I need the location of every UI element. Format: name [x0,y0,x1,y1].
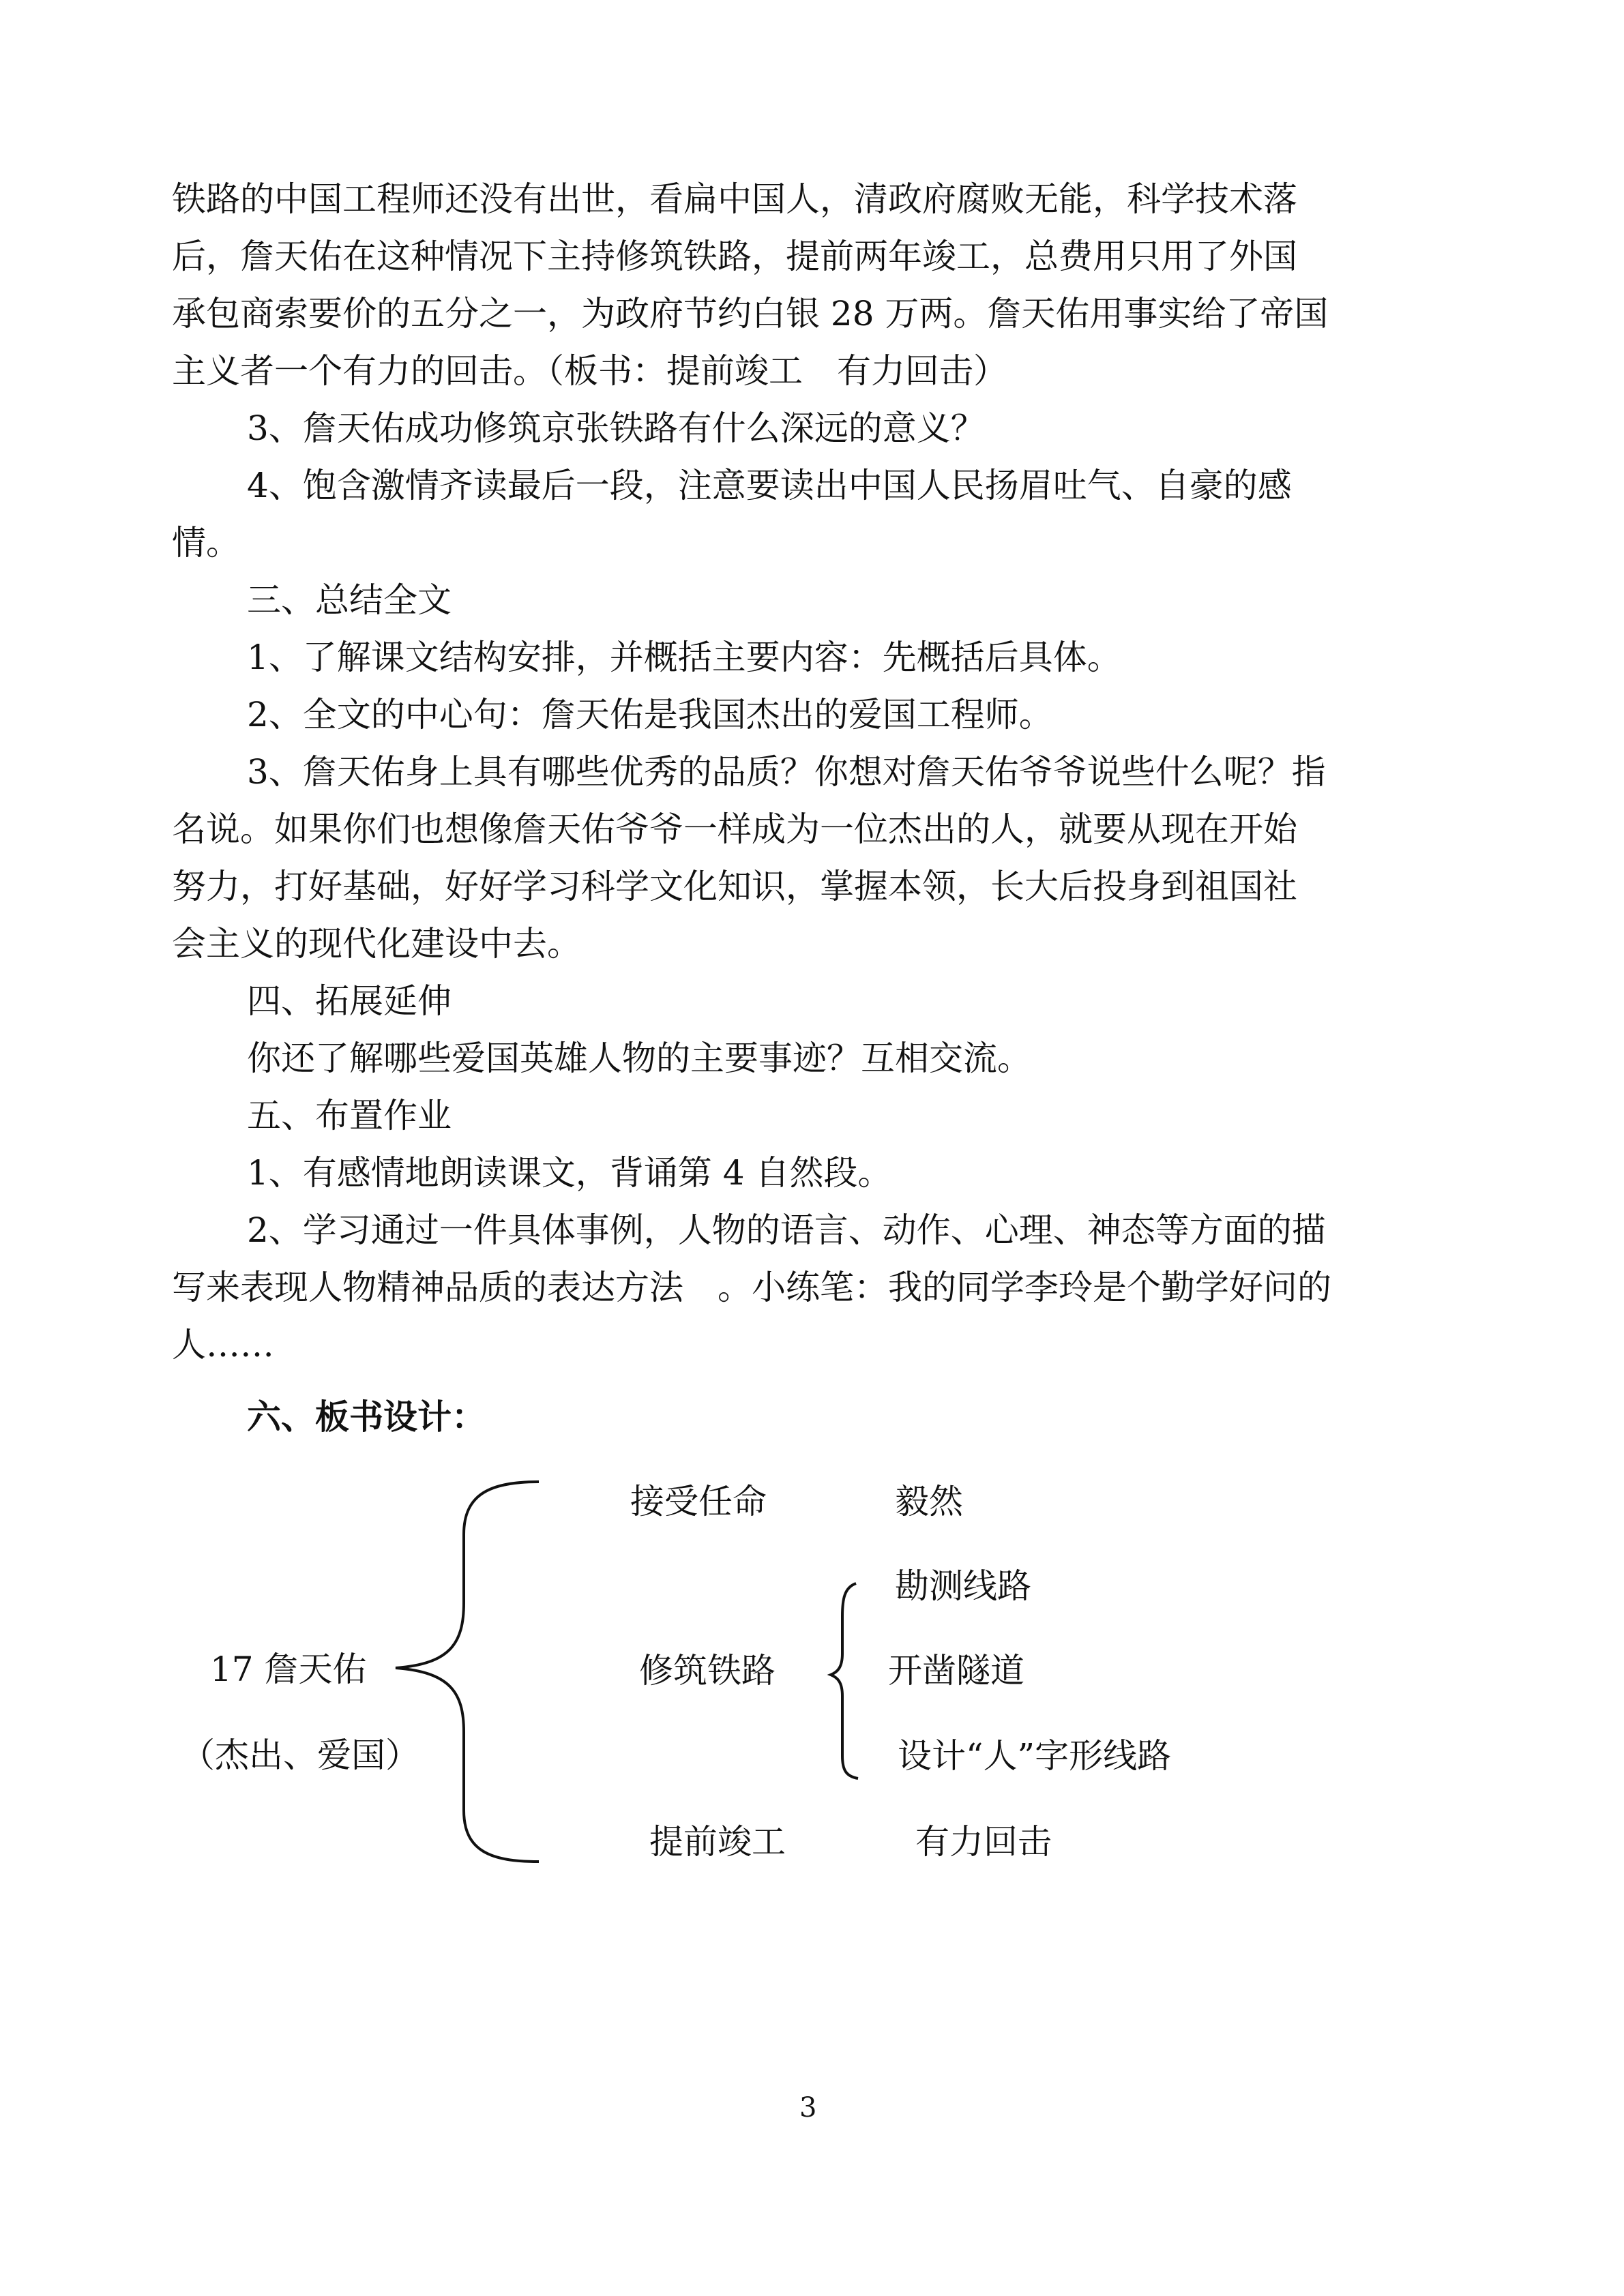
small-brace [831,1583,858,1778]
board-row1-left: 接受任命 [630,1482,767,1521]
board-main-sub: （杰出、爱国） [181,1735,419,1775]
paragraph-line: 后，詹天佑在这种情况下主持修筑铁路，提前两年竣工，总费用只用了外国 [172,237,1297,276]
paragraph-line: 承包商索要价的五分之一，为政府节约白银 28 万两。詹天佑用事实给了帝国 [172,294,1329,333]
section-3-item-3-line: 名说。如果你们也想像詹天佑爷爷一样成为一位杰出的人，就要从现在开始 [172,809,1297,849]
page-number: 3 [799,2092,817,2123]
board-row2-item: 设计“人”字形线路 [898,1736,1172,1776]
section-3-item-3-line: 会主义的现代化建设中去。 [172,924,581,964]
section-4-title: 四、拓展延伸 [247,981,452,1021]
paragraph-line: 主义者一个有力的回击。（板书：提前竣工 有力回击） [172,351,1007,391]
section-5-item-2-line: 写来表现人物精神品质的表达方法 。小练笔：我的同学李玲是个勤学好问的 [172,1268,1331,1307]
section-3-item-3-line: 3、詹天佑身上具有哪些优秀的品质？你想对詹天佑爷爷说些什么呢？指 [247,752,1326,792]
question-4-line1: 4、饱含激情齐读最后一段，注意要读出中国人民扬眉吐气、自豪的感 [247,466,1292,505]
board-row3-left: 提前竣工 [649,1822,786,1862]
section-5-item-2-line: 2、学习通过一件具体事例，人物的语言、动作、心理、神态等方面的描 [247,1210,1326,1250]
board-row2-item: 勘测线路 [895,1566,1031,1606]
large-brace [396,1482,539,1862]
section-3-title: 三、总结全文 [247,580,452,620]
section-5-item-2-line: 人…… [172,1325,274,1365]
section-4-text: 你还了解哪些爱国英雄人物的主要事迹？互相交流。 [247,1039,1031,1078]
section-6-title: 六、板书设计： [247,1397,486,1437]
question-3: 3、詹天佑成功修筑京张铁路有什么深远的意义？ [247,408,985,448]
section-5-title: 五、布置作业 [247,1096,452,1135]
board-row2-left: 修筑铁路 [639,1651,776,1690]
section-3-item-1: 1、了解课文结构安排，并概括主要内容：先概括后具体。 [247,638,1121,677]
board-row3-right: 有力回击 [915,1822,1052,1862]
question-4-line2: 情。 [172,523,240,563]
board-row2-item: 开凿隧道 [888,1651,1024,1690]
board-main-title: 17 詹天佑 [210,1650,367,1689]
board-row1-right: 毅然 [895,1482,963,1521]
paragraph-line: 铁路的中国工程师还没有出世，看扁中国人，清政府腐败无能，科学技术落 [172,179,1297,219]
section-3-item-3-line: 努力，打好基础，好好学习科学文化知识，掌握本领，长大后投身到祖国社 [172,867,1297,906]
section-3-item-2: 2、全文的中心句：詹天佑是我国杰出的爱国工程师。 [247,695,1053,734]
section-5-item-1: 1、有感情地朗读课文，背诵第 4 自然段。 [247,1153,892,1193]
